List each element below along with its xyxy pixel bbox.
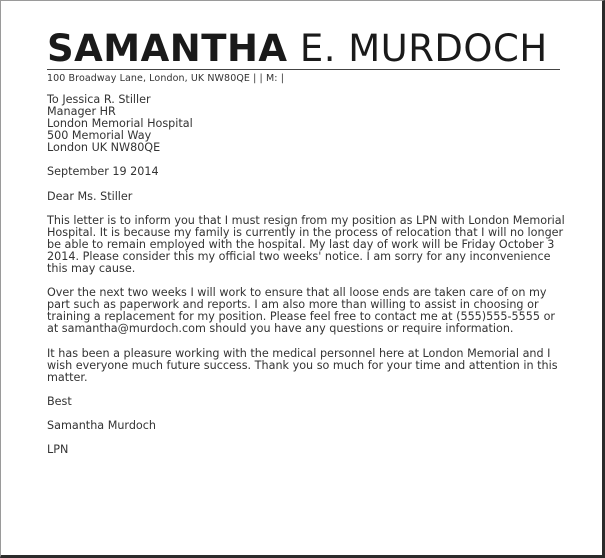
sender-contact: 100 Broadway Lane, London, UK NW80QE | | M: | [47,73,284,84]
recipient-line: London Memorial Hospital [47,117,193,131]
signature-name: Samantha Murdoch [47,418,157,432]
salutation: Dear Ms. Stiller [47,189,133,203]
paragraph: It has been a pleasure working with the medical personnel here at London Memorial and I wish everyone much future success. Thank you so much for your time and attention in this matter. [47,346,558,384]
recipient-address [47,94,567,154]
paragraph: This letter is to inform you that I must resign from my position as LPN with London Memorial Hospital. It is because my family is currently in the process of relocation that I will no longer be able to remain employed with the hospital. My last day of work will be Friday October 3 2014. Please consider this my official two weeks' notice. I am sorry for any inconvenience this may cause. [47,213,565,276]
recipient-line: 500 Memorial Way [47,129,152,143]
recipient-line: London UK NW80QE [47,141,161,155]
letter-body [47,94,567,456]
paragraph: Over the next two weeks I will work to ensure that all loose ends are taken care of on my part such as paperwork and reports. I am also more than willing to assist in choosing or training a replacement for my position. Please feel free to contact me at (555)555-5555 or at samantha@murdoch.com should you have any questions or require information. [47,286,556,336]
recipient-line: Manager HR [47,105,116,119]
recipient-line: To Jessica R. Stiller [47,93,151,106]
sender-first-name: SAMANTHA [47,27,288,70]
letter-date: September 19 2014 [47,165,159,179]
closing: Best [47,394,72,408]
sender-last-name: E. MURDOCH [299,27,548,70]
signature-title: LPN [47,442,69,456]
letterhead [47,29,561,84]
sender-name [47,29,561,69]
